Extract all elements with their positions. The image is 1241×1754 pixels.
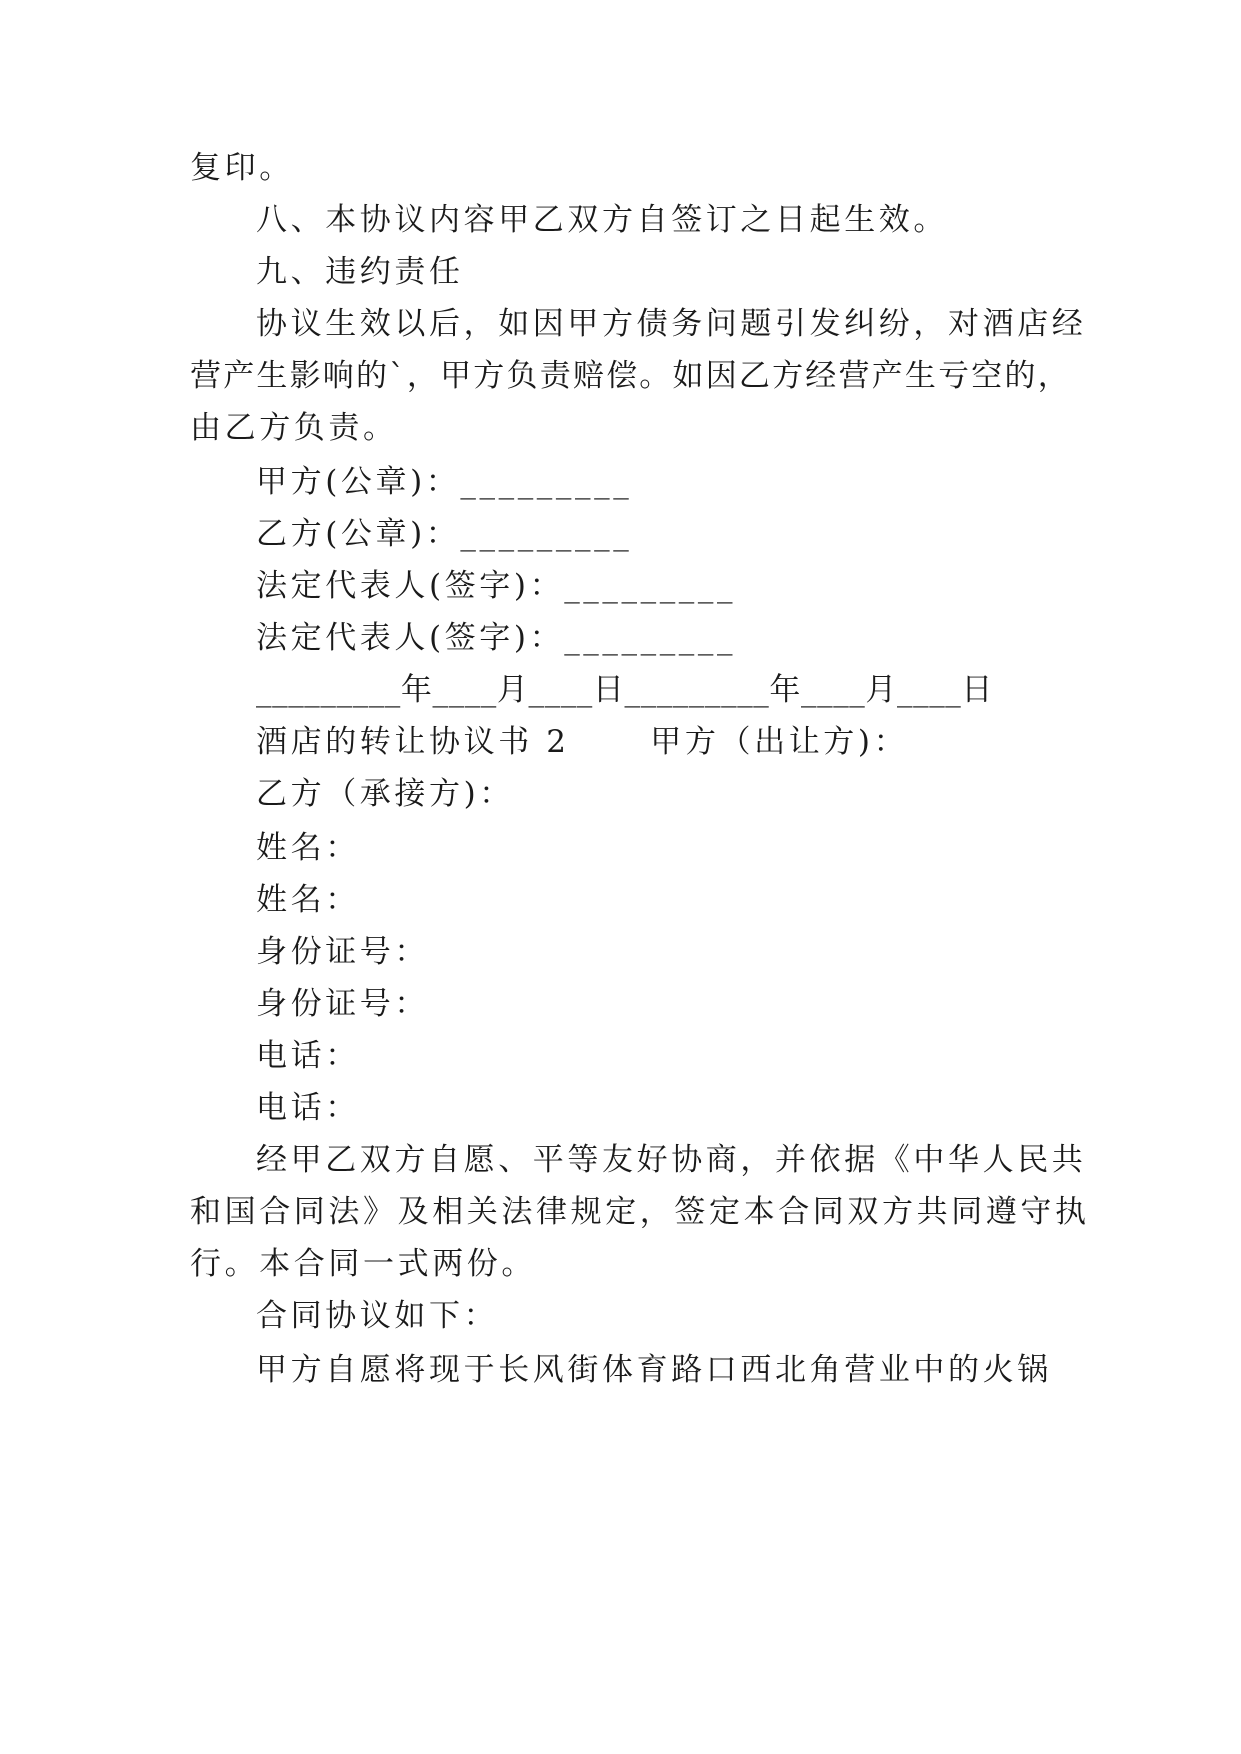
- id-number-field: 身份证号：: [256, 934, 429, 970]
- text-line: 由乙方负责。: [190, 410, 398, 446]
- legal-rep-signature-line: 法定代表人(签字)：_________: [256, 620, 737, 656]
- party-a-seal-line: 甲方(公章)：_________: [256, 464, 633, 500]
- clause-9-heading: 九、违约责任: [256, 254, 464, 290]
- text-line: 协议生效以后，如因甲方债务问题引发纠纷，对酒店经: [256, 306, 1087, 342]
- text-line: 甲方自愿将现于长风街体育路口西北角营业中的火锅: [256, 1352, 1052, 1388]
- name-field: 姓名：: [256, 882, 360, 918]
- agreement-2-title: 酒店的转让协议书 2 甲方（出让方)：: [256, 724, 909, 760]
- clause-8: 八、本协议内容甲乙双方自签订之日起生效。: [256, 202, 948, 238]
- legal-rep-signature-line: 法定代表人(签字)：_________: [256, 568, 737, 604]
- party-b-label: 乙方（承接方)：: [256, 776, 514, 812]
- text-line: 经甲乙双方自愿、平等友好协商，并依据《中华人民共: [256, 1142, 1087, 1178]
- name-field: 姓名：: [256, 830, 360, 866]
- phone-field: 电话：: [256, 1038, 360, 1074]
- text-line: 复印。: [190, 150, 294, 186]
- agreement-heading: 合同协议如下：: [256, 1298, 499, 1334]
- party-b-seal-line: 乙方(公章)：_________: [256, 516, 633, 552]
- text-line: 行。本合同一式两份。: [190, 1246, 536, 1282]
- phone-field: 电话：: [256, 1090, 360, 1126]
- text-line: 和国合同法》及相关法律规定，签定本合同双方共同遵守执: [190, 1194, 1090, 1230]
- text-line: 营产生影响的`，甲方负责赔偿。如因乙方经营产生亏空的，: [190, 358, 1071, 394]
- date-line: _________年____月____日_________年____月____日: [256, 672, 993, 708]
- id-number-field: 身份证号：: [256, 986, 429, 1022]
